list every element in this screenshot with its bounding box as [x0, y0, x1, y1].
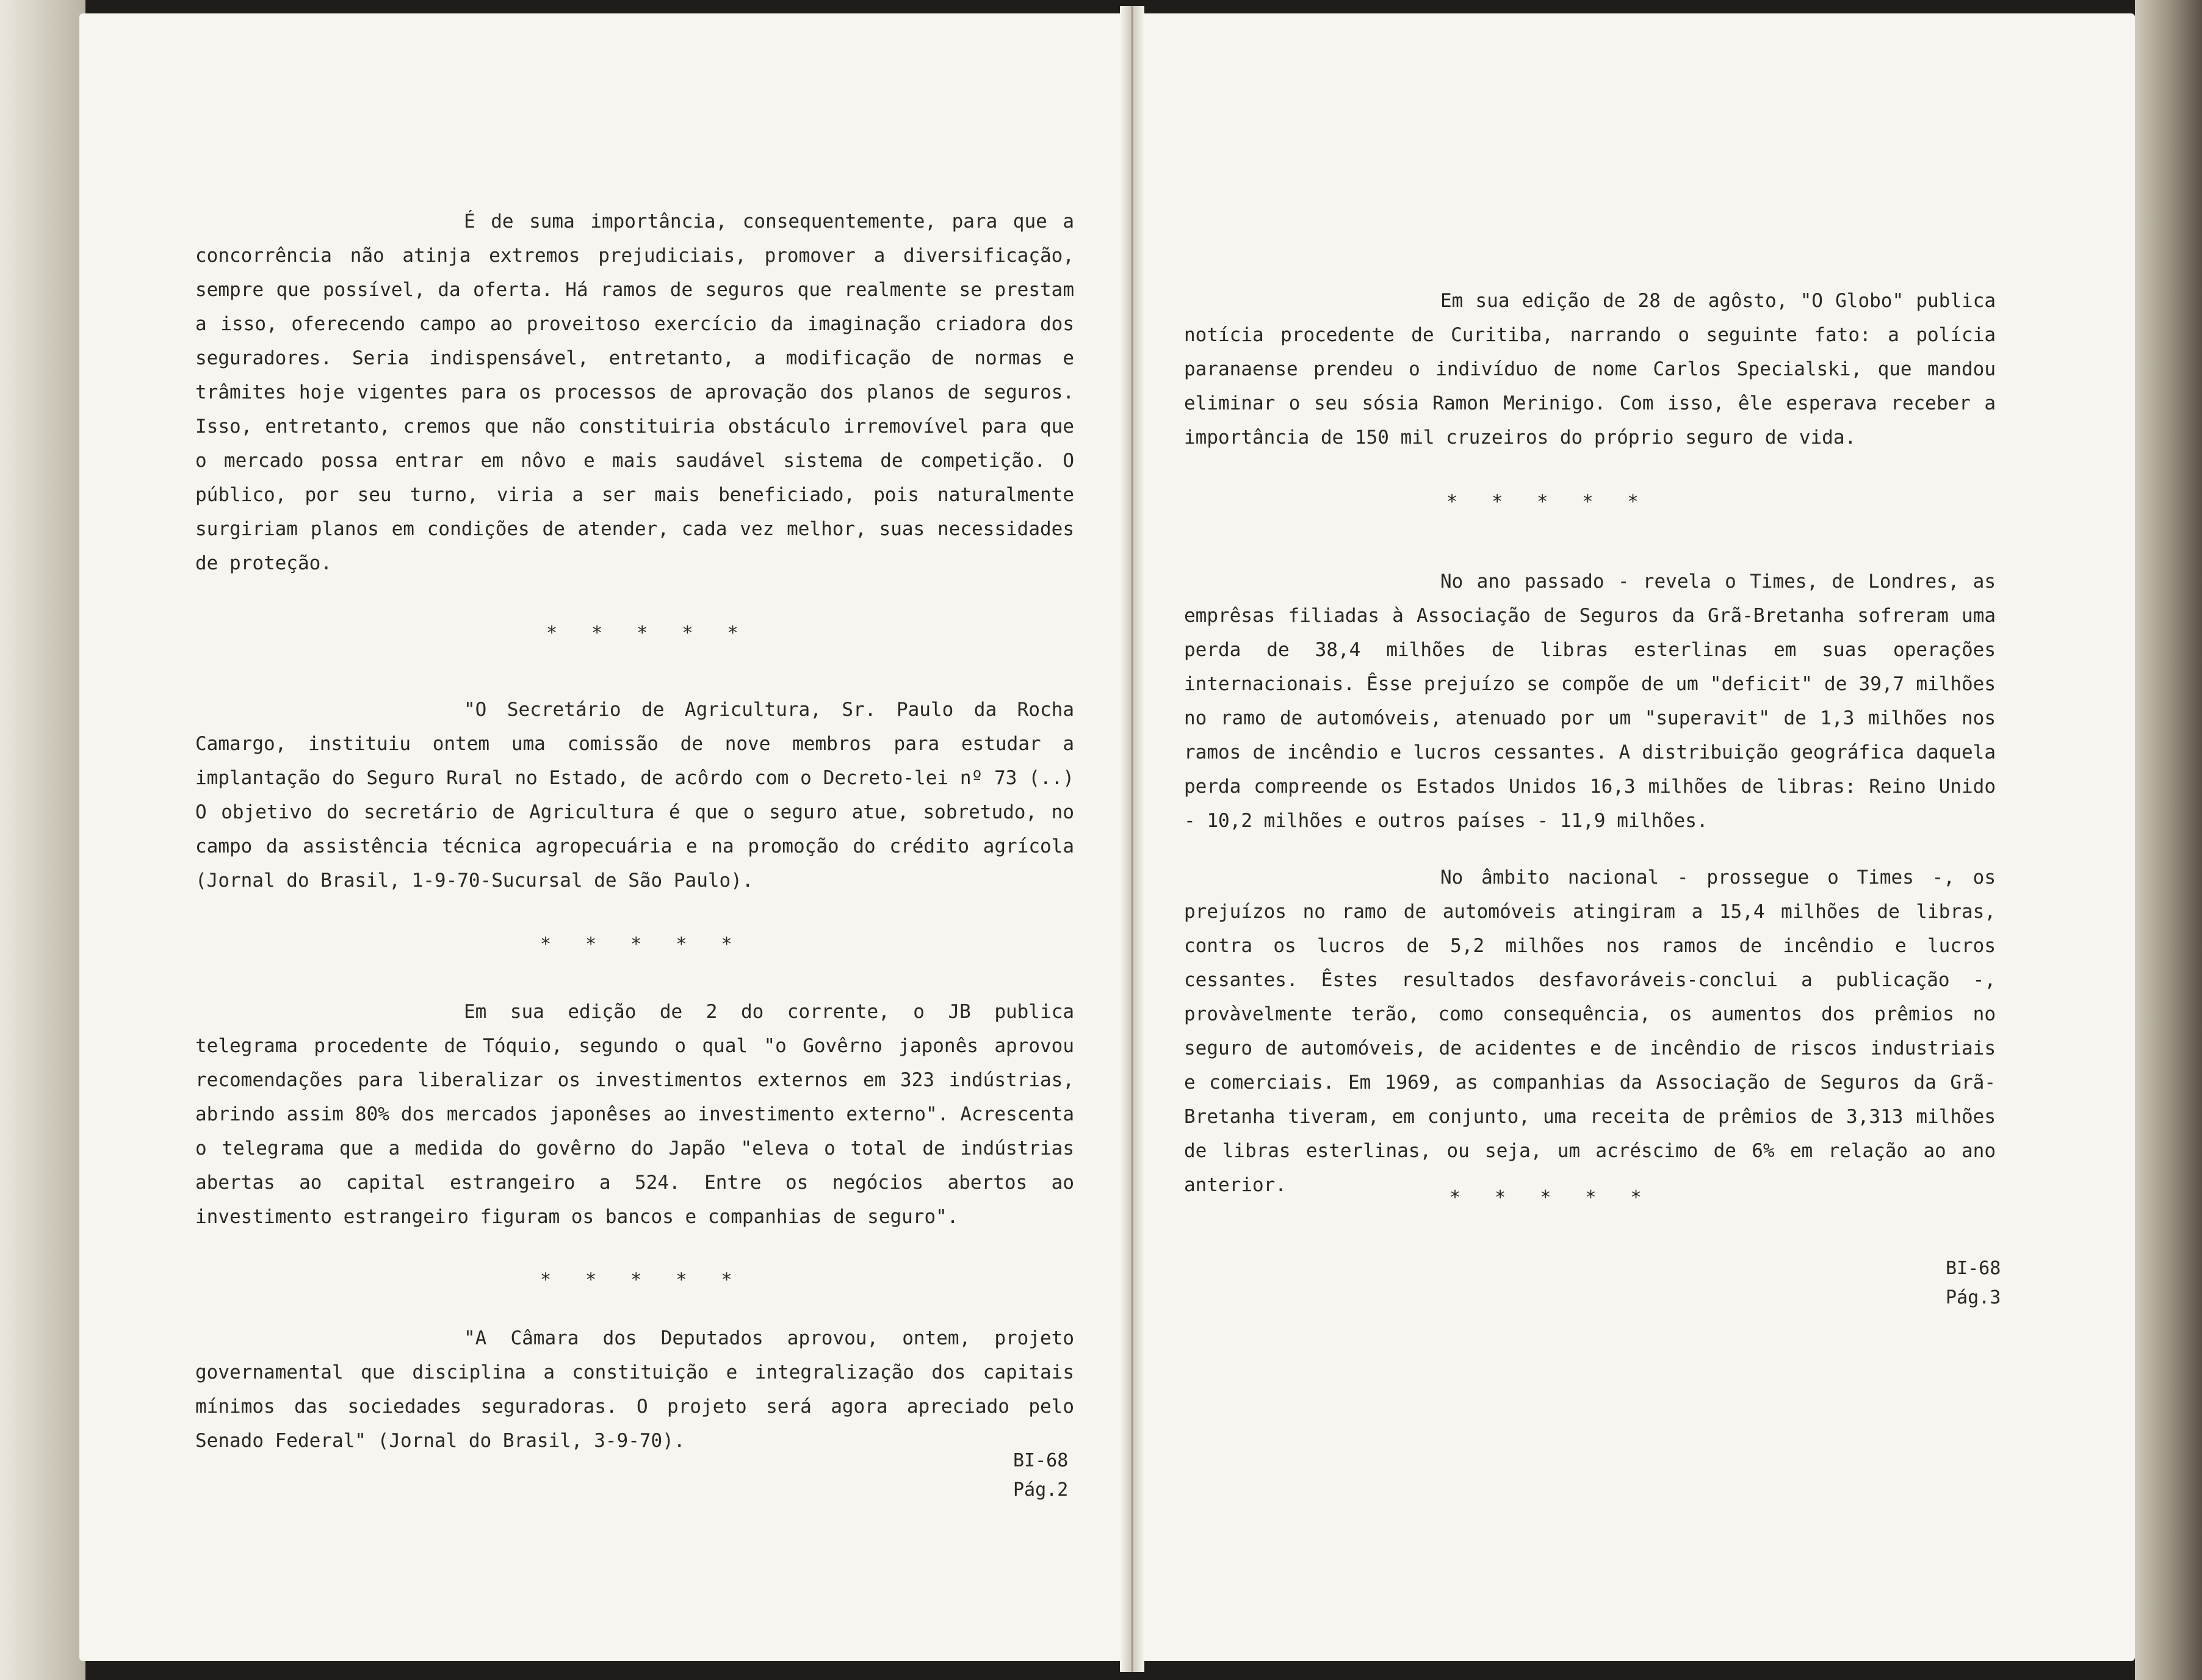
right-paragraph-3: No âmbito nacional - prossegue o Times -, os prejuízos no ramo de automóveis atingiram a 15,4 milhões de libras, contra os lucros de 5,2 milhões nos ramos de incêndio e lucros cessantes. Êstes resultados desfavoráveis-conclui a publicação -, provàvelmente terão, como consequência, os aumentos dos prêmios no seguro de automóveis, de acidentes e de incêndio de riscos industriais e comerciais. Em 1969, as companhias da Associação de Seguros da Grã-Bretanha tiveram, em conjunto, uma receita de prêmios de 3,313 milhões de libras esterlinas, ou seja, um acréscimo de 6% em relação ao ano anterior. [1184, 867, 1996, 1196]
book-edge-left [0, 0, 85, 1680]
book-gutter [1120, 6, 1144, 1672]
right-paragraph-1: Em sua edição de 28 de agôsto, "O Globo" publica notícia procedente de Curitiba, narrando o seguinte fato: a polícia paranaense prendeu o indivíduo de nome Carlos Specialski, que mandou eliminar o seu sósia Ramon Merinigo. Com isso, êle esperava receber a importância de 150 mil cruzeiros do próprio seguro de vida. [1184, 290, 1996, 449]
book-edge-right [2135, 0, 2202, 1680]
left-paragraph-1: É de suma importância, consequentemente, para que a concorrência não atinja extremos prejudiciais, promover a diversificação, sempre que possível, da oferta. Há ramos de seguros que realmente se prestam a isso, oferecendo campo ao proveitoso exercício da imaginação criadora dos seguradores. Seria indispensável, entretanto, a modificação de normas e trâmites hoje vigentes para os processos de aprovação dos planos de seguros. Isso, entretanto, cremos que não constituiria obstáculo irremovível para que o mercado possa entrar em nôvo e mais saudável sistema de competição. O público, por seu turno, viria a ser mais beneficiado, pois naturalmente surgiriam planos em condições de atender, cada vez melhor, suas necessidades de proteção. [195, 211, 1074, 574]
right-separator-2: * * * * * [1449, 1187, 1642, 1208]
left-paragraph-4: "A Câmara dos Deputados aprovou, ontem, projeto governamental que disciplina a constituição e integralização dos capitais mínimos das sociedades seguradoras. O projeto será agora apreciado pelo Senado Federal" (Jornal do Brasil, 3-9-70). [195, 1327, 1074, 1452]
left-separator-1: * * * * * [546, 622, 738, 644]
right-paragraph-2: No ano passado - revela o Times, de Londres, as emprêsas filiadas à Associação de Seguros da Grã-Bretanha sofreram uma perda de 38,4 milhões de libras esterlinas em suas operações internacionais. Êsse prejuízo se compõe de um "deficit" de 39,7 milhões no ramo de automóveis, atenuado por um "superavit" de 1,3 milhões nos ramos de incêndio e lucros cessantes. A distribuição geográfica daquela perda compreende os Estados Unidos 16,3 milhões de libras: Reino Unido - 10,2 milhões e outros países - 11,9 milhões. [1184, 571, 1996, 832]
left-folio-code: BI-68 [1013, 1450, 1069, 1471]
left-folio-page: Pág.2 [1013, 1479, 1069, 1501]
right-folio [1946, 1254, 2001, 1313]
left-paragraph-3: Em sua edição de 2 do corrente, o JB publica telegrama procedente de Tóquio, segundo o qual "o Govêrno japonês aprovou recomendações para liberalizar os investimentos externos em 323 indústrias, abrindo assim 80% dos mercados japonêses ao investimento externo". Acrescenta o telegrama que a medida do govêrno do Japão "eleva o total de indústrias abertas ao capital estrangeiro a 524. Entre os negócios abertos ao investimento estrangeiro figuram os bancos e companhias de seguro". [195, 1001, 1074, 1228]
left-separator-3: * * * * * [540, 1269, 732, 1291]
left-separator-2: * * * * * [540, 934, 732, 955]
left-folio [1013, 1446, 1068, 1505]
left-paragraph-2: "O Secretário de Agricultura, Sr. Paulo da Rocha Camargo, instituiu ontem uma comissão de nove membros para estudar a implantação do Seguro Rural no Estado, de acôrdo com o Decreto-lei nº 73 (..) O objetivo do secretário de Agricultura é que o seguro atue, sobretudo, no campo da assistência técnica agropecuária e na promoção do crédito agrícola (Jornal do Brasil, 1-9-70-Sucursal de São Paulo). [195, 699, 1074, 892]
right-folio-page: Pág.3 [1946, 1287, 2001, 1308]
right-folio-code: BI-68 [1946, 1258, 2001, 1279]
right-separator-1: * * * * * [1446, 491, 1639, 513]
